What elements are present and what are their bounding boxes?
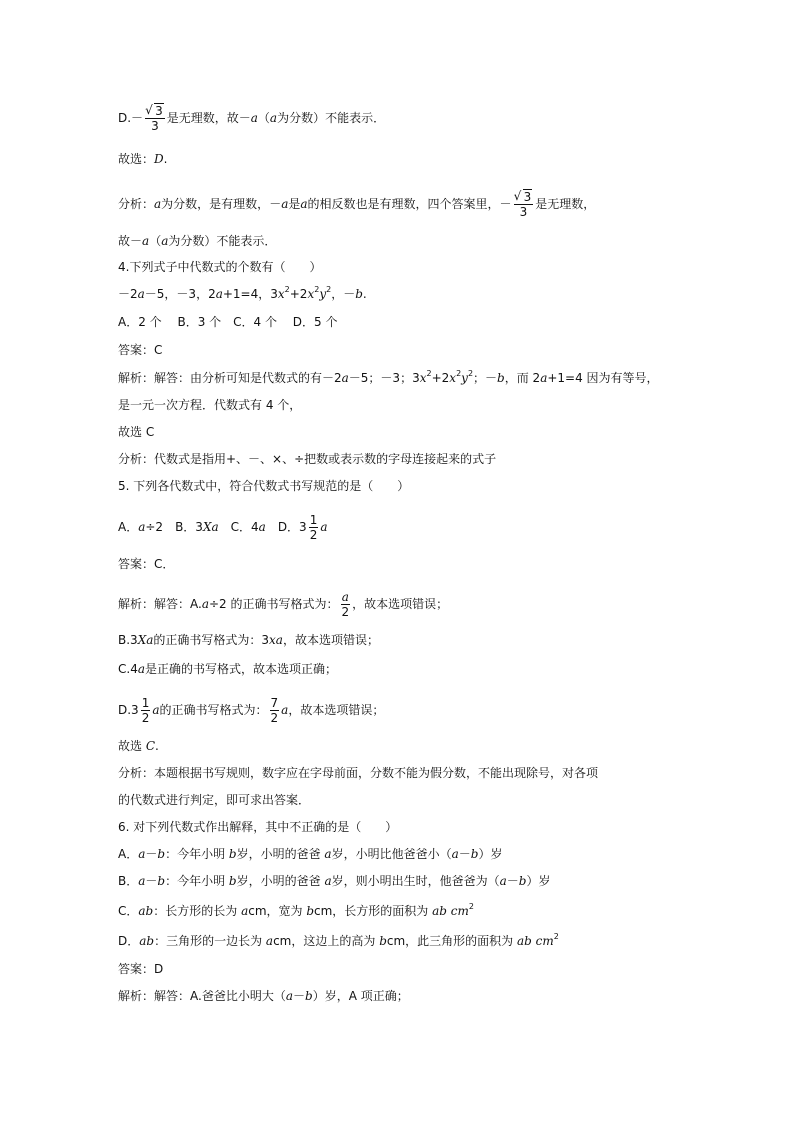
q5-analysis-c: C.4a是正确的书写格式，故本选项正确； — [118, 662, 337, 676]
q5-choose: 故选 C. — [118, 739, 159, 753]
q6-option-d: D．ab：三角形的一边长为 acm，这边上的高为 bcm，此三角形的面积为 ab $cm^2$ — [118, 932, 559, 948]
q4-summary: 分析：代数式是指用+、－、×、÷把数或表示数的字母连接起来的式子 — [118, 452, 497, 466]
q6-stem: 6. 对下列代数式作出解释，其中不正确的是（ ） — [118, 820, 398, 834]
q5-options: A．a÷2 B．3Xa C．4a D．3 $\frac{1}{2}$ a — [118, 513, 328, 542]
q5-answer: 答案：C． — [118, 557, 175, 571]
q6-option-b: B．a－b：今年小明 b岁，小明的爸爸 a岁，则小明出生时，他爸爸为（a－b）岁 — [118, 874, 551, 888]
q5-analysis-a: 解析：解答：A.a÷2 的正确书写格式为： $\frac{a}{2}$ ，故本选项错误； — [118, 590, 449, 619]
neg-sqrt3-over-3: √ $\frac{3}{3}$ — [145, 104, 165, 133]
q6-answer: 答案：D — [118, 962, 164, 976]
q4-answer: 答案：C — [118, 343, 163, 357]
analysis-line-2: 故－a（a为分数）不能表示． — [118, 234, 277, 248]
q6-option-c: C．ab：长方形的长为 acm，宽为 bcm，长方形的面积为 ab $cm^2$ — [118, 902, 474, 918]
q5-stem: 5. 下列各代数式中，符合代数式书写规范的是（ ） — [118, 479, 410, 493]
q5-analysis-d: D.3 $\frac{1}{2}$ a的正确书写格式为： $\frac{7}{2}$ a，故本选项错误； — [118, 696, 385, 725]
q5-summary-2: 的代数式进行判定，即可求出答案． — [118, 793, 311, 807]
analysis-line-1: 分析：a为分数，是有理数，－a是a的相反数也是有理数，四个答案里，－ √ $\frac{3}{3}$ 是无理数， — [118, 190, 595, 219]
q5-analysis-b: B.3Xa的正确书写格式为：3xa，故本选项错误； — [118, 633, 379, 647]
q4-analysis-1: 解析：解答：由分析可知是代数式的有－2a－5；－3；$3x^2+2x^2y^2$；－b，而 2a+1=4 因为有等号， — [118, 369, 659, 385]
q6-option-a: A．a－b：今年小明 b岁，小明的爸爸 a岁，小明比他爸爸小（a－b）岁 — [118, 847, 503, 861]
q4-expressions: －2a－5，－3，2a+1=4，$3x^2+2x^2y^2$，－b. — [118, 285, 367, 301]
q6-analysis: 解析：解答：A.爸爸比小明大（a－b）岁，A 项正确； — [118, 989, 409, 1003]
q4-choose: 故选 C — [118, 425, 155, 439]
q4-analysis-2: 是一元一次方程．代数式有 4 个， — [118, 398, 302, 412]
q5-summary-1: 分析：本题根据书写规则，数字应在字母前面，分数不能为假分数，不能出现除号，对各项 — [118, 766, 599, 780]
choose-d: 故选：D. — [118, 152, 168, 166]
q4-stem: 4.下列式子中代数式的个数有（ ） — [118, 260, 322, 274]
option-d-line: D.－ √ $\frac{3}{3}$ 是无理数，故－a（a为分数）不能表示． — [118, 104, 385, 133]
q4-options: A．2 个 B．3 个 C．4 个 D．5 个 — [118, 315, 338, 329]
